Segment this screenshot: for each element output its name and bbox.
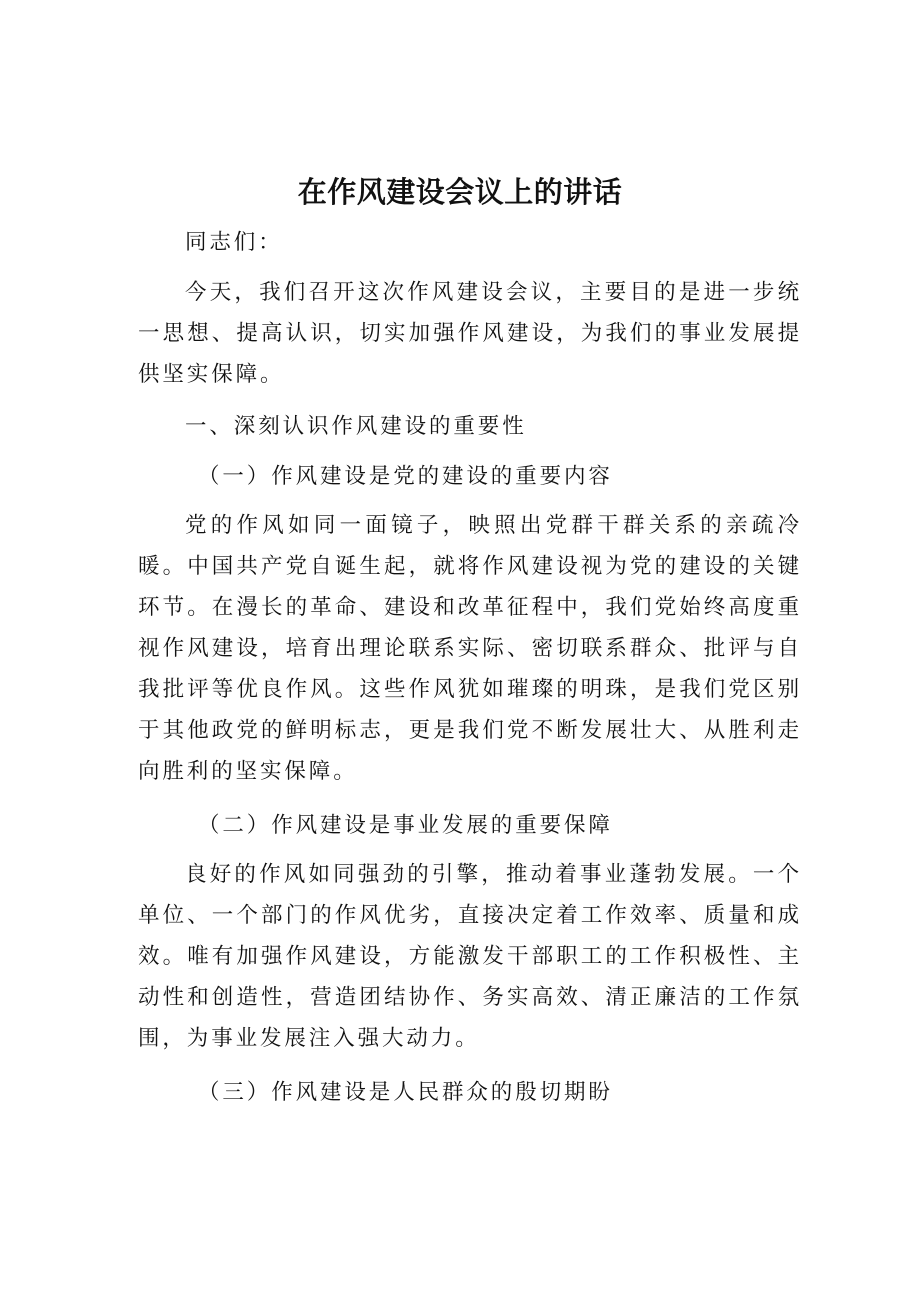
intro-paragraph: 今天，我们召开这次作风建设会议，主要目的是进一步统一思想、提高认识，切实加强作风建设，为我们的事业发展提供坚实保障。	[138, 280, 802, 387]
subsection-paragraph-2: 良好的作风如同强劲的引擎，推动着事业蓬勃发展。一个单位、一个部门的作风优劣，直接决定着工作效率、质量和成效。唯有加强作风建设，方能激发干部职工的工作积极性、主动性和创造性，营造团结协作、务实高效、清正廉洁的工作氛围，为事业发展注入强大动力。	[138, 862, 802, 1051]
subsection-heading-1: （一）作风建设是党的建设的重要内容	[198, 464, 613, 489]
subsection-heading-3: （三）作风建设是人民群众的殷切期盼	[198, 1080, 613, 1105]
subsection-paragraph-1: 党的作风如同一面镜子，映照出党群干群关系的亲疏冷暖。中国共产党自诞生起，就将作风建设视为党的建设的关键环节。在漫长的革命、建设和改革征程中，我们党始终高度重视作风建设，培育出理论联系实际、密切联系群众、批评与自我批评等优良作风。这些作风犹如璀璨的明珠，是我们党区别于其他政党的鲜明标志，更是我们党不断发展壮大、从胜利走向胜利的坚实保障。	[138, 513, 802, 784]
document-title: 在作风建设会议上的讲话	[297, 175, 623, 209]
section-heading-1: 一、深刻认识作风建设的重要性	[185, 414, 527, 439]
subsection-heading-2: （二）作风建设是事业发展的重要保障	[198, 813, 613, 838]
salutation: 同志们：	[185, 230, 283, 255]
